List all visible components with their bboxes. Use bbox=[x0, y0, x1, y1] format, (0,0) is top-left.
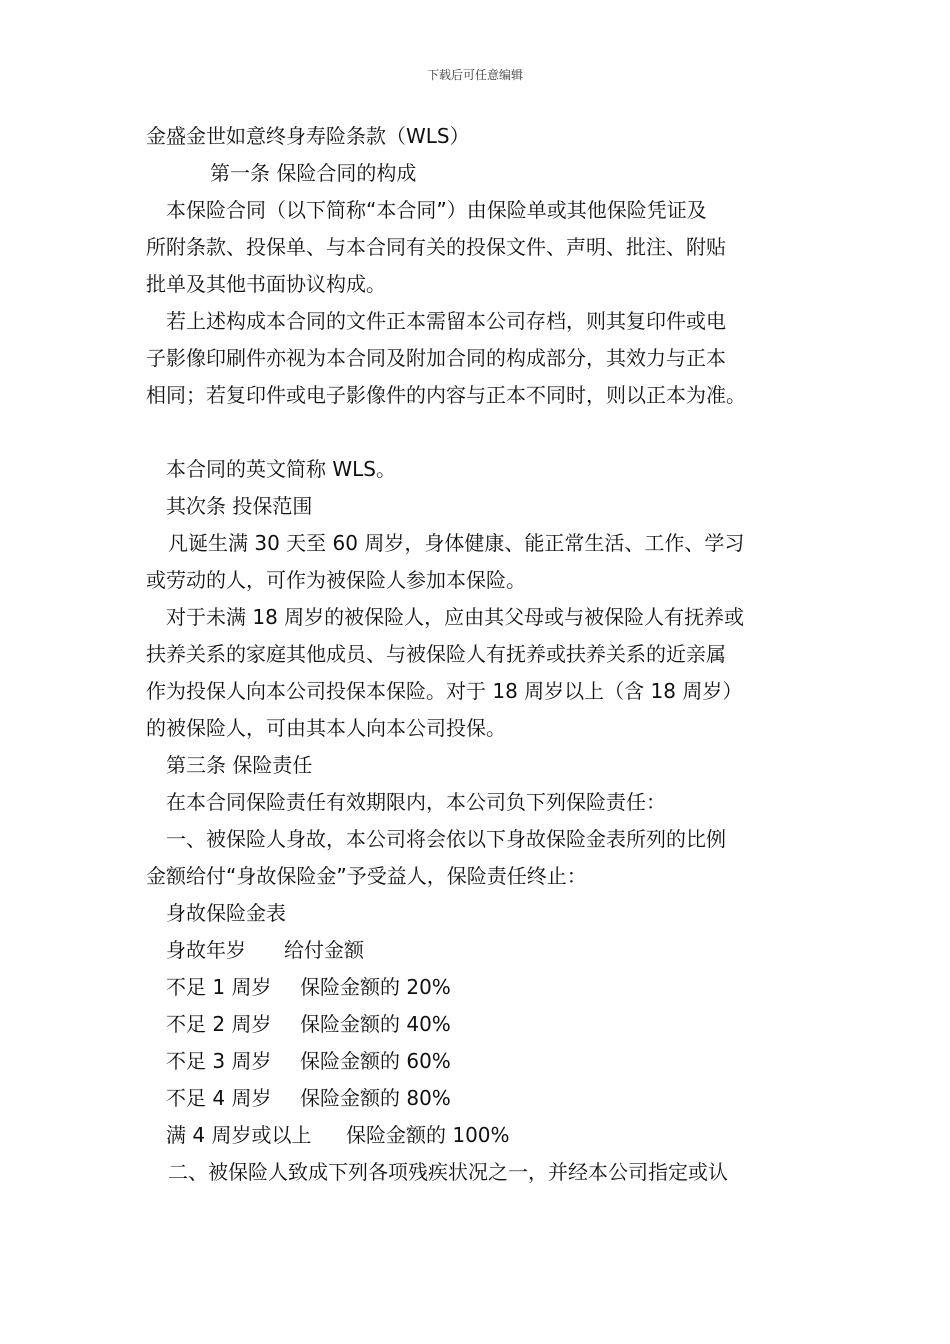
benefit-table-header bbox=[146, 932, 826, 969]
paragraph-line: 一、被保险人身故，本公司将会依以下身故保险金表所列的比例 bbox=[166, 827, 726, 851]
paragraph-eligibility bbox=[146, 525, 826, 599]
row-amount: 保险金额的 100% bbox=[346, 1123, 510, 1147]
article-2-heading: 其次条 投保范围 bbox=[166, 494, 313, 518]
row-age: 满 4 周岁或以上 bbox=[166, 1123, 312, 1147]
paragraph-line: 子影像印刷件亦视为本合同及附加合同的构成部分，其效力与正本 bbox=[146, 346, 726, 370]
paragraph-line: 或劳动的人，可作为被保险人参加本保险。 bbox=[146, 568, 526, 592]
benefit-table bbox=[146, 932, 826, 1154]
table-row bbox=[146, 969, 826, 1006]
table-row bbox=[146, 1006, 826, 1043]
paragraph-death-benefit bbox=[146, 821, 826, 895]
paragraph-line: 所附条款、投保单、与本合同有关的投保文件、声明、批注、附贴 bbox=[146, 235, 726, 259]
paragraph-line: 本保险合同（以下简称“本合同”）由保险单或其他保险凭证及 bbox=[166, 198, 707, 222]
paragraph-line: 金额给付“身故保险金”予受益人，保险责任终止： bbox=[146, 864, 587, 888]
row-amount: 保险金额的 80% bbox=[300, 1086, 451, 1110]
paragraph-disability: 二、被保险人致成下列各项残疾状况之一，并经本公司指定或认 bbox=[168, 1160, 728, 1184]
table-row bbox=[146, 1043, 826, 1080]
document-title: 金盛金世如意终身寿险条款（WLS） bbox=[146, 124, 470, 148]
header-age: 身故年岁 bbox=[166, 938, 246, 962]
article-3-heading: 第三条 保险责任 bbox=[166, 753, 313, 777]
paragraph-abbreviation: 本合同的英文简称 WLS。 bbox=[166, 457, 396, 481]
paragraph-line: 的被保险人，可由其本人向本公司投保。 bbox=[146, 716, 506, 740]
benefit-table-title: 身故保险金表 bbox=[166, 901, 286, 925]
table-row bbox=[146, 1117, 826, 1154]
paragraph-line: 凡诞生满 30 天至 60 周岁，身体健康、能正常生活、工作、学习 bbox=[168, 531, 745, 555]
article-1-heading: 第一条 保险合同的构成 bbox=[210, 161, 417, 185]
paragraph-line: 扶养关系的家庭其他成员、与被保险人有抚养或扶养关系的近亲属 bbox=[146, 642, 726, 666]
paragraph-line: 批单及其他书面协议构成。 bbox=[146, 272, 386, 296]
table-row bbox=[146, 1080, 826, 1117]
row-age: 不足 2 周岁 bbox=[166, 1012, 272, 1036]
row-amount: 保险金额的 40% bbox=[300, 1012, 451, 1036]
row-amount: 保险金额的 60% bbox=[300, 1049, 451, 1073]
header-amount: 给付金额 bbox=[284, 938, 364, 962]
row-age: 不足 4 周岁 bbox=[166, 1086, 272, 1110]
paragraph-contract-composition bbox=[146, 192, 826, 303]
blank-line bbox=[146, 414, 826, 451]
row-age: 不足 3 周岁 bbox=[166, 1049, 272, 1073]
document-body bbox=[146, 118, 826, 1191]
paragraph-minors bbox=[146, 599, 826, 747]
paragraph-liability-intro: 在本合同保险责任有效期限内，本公司负下列保险责任： bbox=[166, 790, 666, 814]
paragraph-line: 作为投保人向本公司投保本保险。对于 18 周岁以上（含 18 周岁） bbox=[146, 679, 743, 703]
row-amount: 保险金额的 20% bbox=[300, 975, 451, 999]
paragraph-line: 若上述构成本合同的文件正本需留本公司存档，则其复印件或电 bbox=[166, 309, 726, 333]
paragraph-line: 对于未满 18 周岁的被保险人，应由其父母或与被保险人有抚养或 bbox=[166, 605, 745, 629]
page-header: 下载后可任意编辑 bbox=[426, 68, 523, 82]
paragraph-copies-validity bbox=[146, 303, 826, 414]
row-age: 不足 1 周岁 bbox=[166, 975, 272, 999]
paragraph-line: 相同；若复印件或电子影像件的内容与正本不同时，则以正本为准。 bbox=[146, 383, 746, 407]
